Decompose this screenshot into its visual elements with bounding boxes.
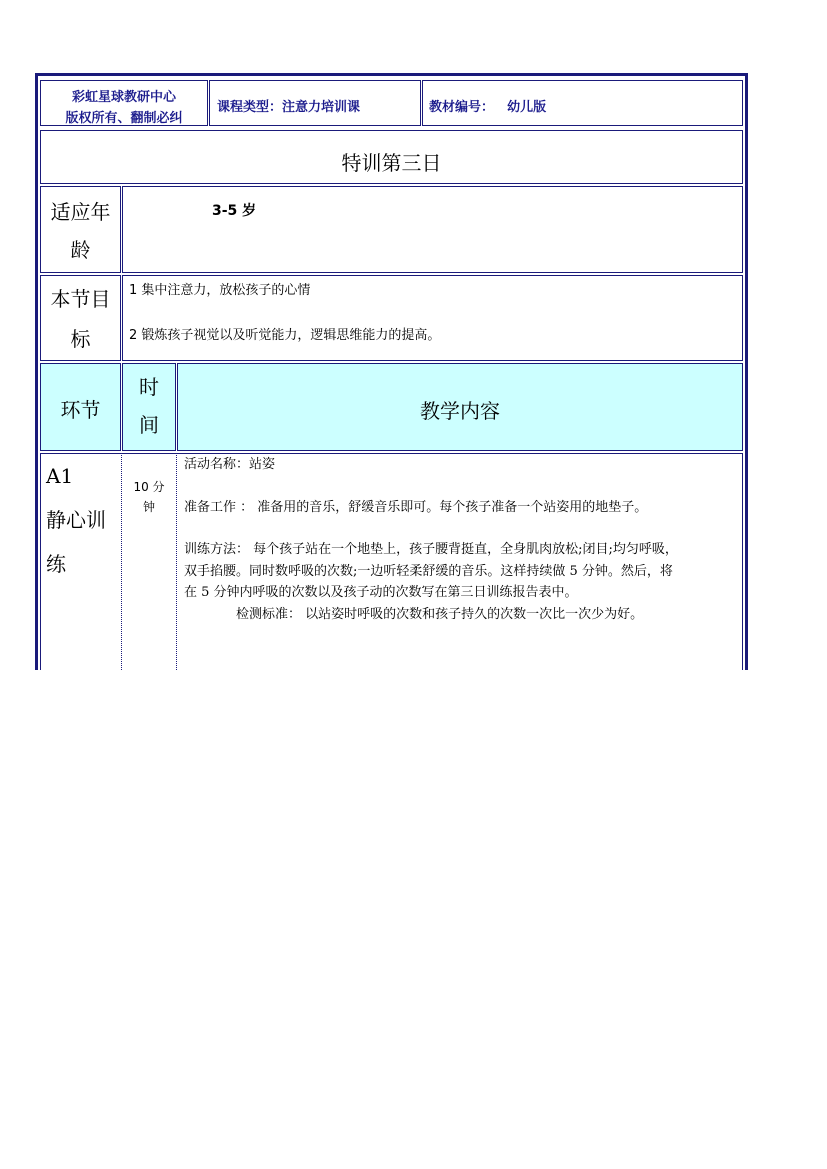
col-head-time-cell — [122, 363, 176, 451]
course-type: 课程类型：注意力培训课 — [217, 100, 361, 115]
col-head-section-cell — [40, 363, 121, 451]
row-a1-content — [184, 454, 740, 625]
copyright-notice: 版权所有、翻制必纠 — [65, 111, 183, 126]
age-label — [41, 193, 120, 269]
material-value: 幼儿版 — [507, 100, 547, 115]
method-line-3: 在 5 分钟内呼吸的次数以及孩子动的次数写在第三日训练报告表中。 — [184, 585, 578, 600]
row-a1-line2: 练 — [46, 552, 66, 576]
age-label-cell — [40, 186, 121, 273]
goals-label-line1: 本节目 — [50, 287, 111, 311]
goal-item-2: 2 锻炼孩子视觉以及听觉能力，逻辑思维能力的提高。 — [129, 328, 441, 343]
course-type-cell — [209, 80, 421, 126]
org-cell — [40, 80, 208, 126]
org-name: 彩虹星球教研中心 — [71, 90, 176, 105]
goals-label — [41, 279, 120, 359]
row-a1-section-label — [46, 454, 121, 586]
row-a1-time — [122, 477, 176, 517]
standard: 检测标准： 以站姿时呼吸的次数和孩子持久的次数一次比一次少为好。 — [236, 606, 644, 622]
goals-label-cell — [40, 275, 121, 361]
age-label-line2: 龄 — [70, 238, 91, 262]
activity-name: 活动名称：站姿 — [184, 457, 276, 472]
preparation: 准备工作 ： 准备用的音乐，舒缓音乐即可。每个孩子准备一个站姿用的地垫子。 — [184, 499, 648, 515]
page-title: 特训第三日 — [341, 151, 442, 175]
age-label-line1: 适应年 — [50, 200, 111, 224]
goals-value-cell — [122, 275, 743, 361]
row-a1-section-cell — [40, 453, 121, 670]
col-head-time-line2: 间 — [139, 413, 159, 437]
row-a1-divider-2 — [176, 453, 177, 670]
col-head-time-line1: 时 — [139, 375, 159, 399]
method-line-2: 双手掐腰。同时数呼吸的次数;一边听轻柔舒缓的音乐。这样持续做 5 分钟。然后，将 — [184, 563, 673, 579]
row-a1-time-line2: 钟 — [142, 500, 155, 514]
row-a1-right-border — [742, 453, 743, 670]
col-head-time — [123, 368, 175, 444]
row-a1-line1: 静心训 — [46, 508, 106, 532]
row-a1-time-line1: 10 分 — [133, 480, 165, 494]
col-head-section: 环节 — [60, 398, 101, 422]
col-head-content: 教学内容 — [420, 399, 500, 423]
material-cell — [422, 80, 743, 126]
title-cell — [40, 130, 743, 184]
material-label: 教材编号： — [429, 100, 495, 115]
age-value-cell — [122, 186, 743, 273]
method-line-1: 训练方法： 每个孩子站在一个地垫上，孩子腰背挺直，全身肌肉放松;闭目;均匀呼吸， — [184, 542, 678, 557]
row-a1-code: A1 — [46, 464, 74, 488]
goals-label-line2: 标 — [70, 327, 91, 351]
goal-item-1: 1 集中注意力，放松孩子的心情 — [129, 283, 311, 298]
age-value: 3-5 岁 — [212, 203, 257, 219]
col-head-content-cell — [177, 363, 743, 451]
